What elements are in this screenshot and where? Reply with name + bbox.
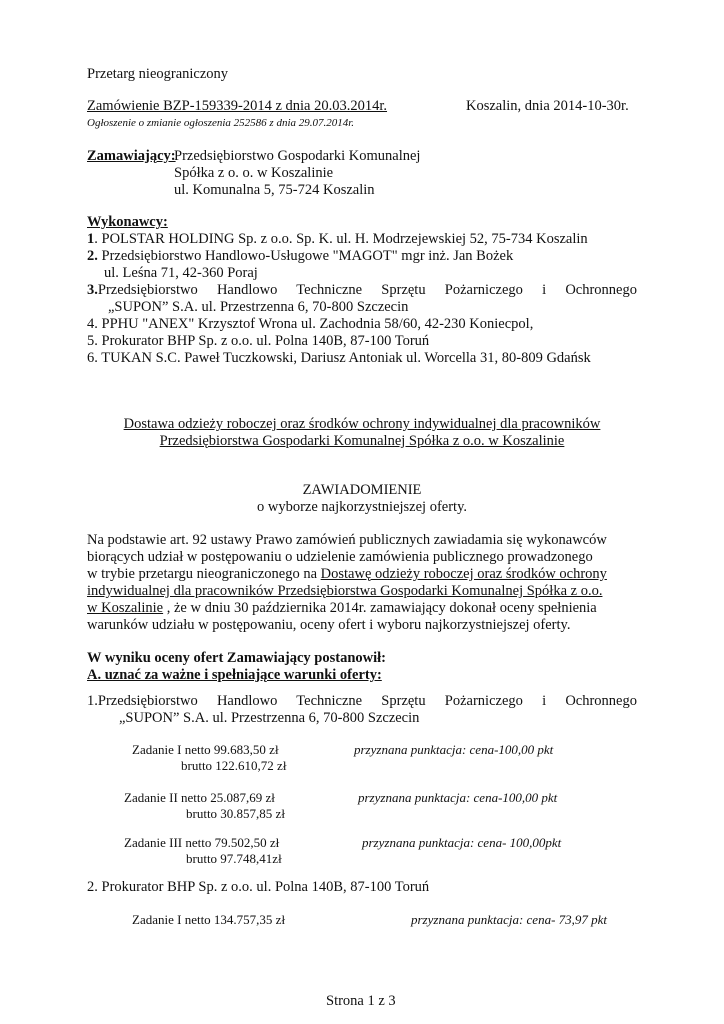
contracting-line-1: Przedsiębiorstwo Gospodarki Komunalnej xyxy=(174,148,421,164)
contractor-3-address: „SUPON” S.A. ul. Przestrzenna 6, 70-800 Szczecin xyxy=(108,299,409,315)
contractor-2-text: Przedsiębiorstwo Handlowo-Usługowe "MAGOT" mgr inż. Jan Bożek xyxy=(97,248,514,264)
order-reference: Zamówienie BZP-159339-2014 z dnia 20.03.2014r. xyxy=(87,98,388,114)
contractor-3 xyxy=(87,282,637,299)
subject-line-1: Dostawa odzieży roboczej oraz środków ochrony indywidualnej dla pracowników xyxy=(123,416,601,432)
body-line-3 xyxy=(87,566,607,583)
offer-2-line-1: 2. Prokurator BHP Sp. z o.o. ul. Polna 140B, 87-100 Toruń xyxy=(87,879,430,895)
task-2-brutto: brutto 30.857,85 zł xyxy=(186,806,285,821)
body-line-5-place: w Koszalinie xyxy=(87,600,164,616)
body-line-3-text: w trybie przetargu nieograniczonego na xyxy=(87,566,321,582)
offer-2-task-1-netto: Zadanie I netto 134.757,35 zł xyxy=(132,912,286,927)
page-number: Strona 1 z 3 xyxy=(326,993,396,1009)
body-line-6: warunków udziału w postępowaniu, oceny ofert i wyboru najkorzystniejszej oferty. xyxy=(87,617,571,633)
task-3-score: przyznana punktacja: cena- 100,00pkt xyxy=(362,835,562,850)
body-line-5-text: , że w dniu 30 października 2014r. zamawiający dokonał oceny spełnienia xyxy=(163,600,597,616)
contractor-2-number: 2. xyxy=(87,248,98,264)
contractor-1-text: . POLSTAR HOLDING Sp. z o.o. Sp. K. ul. H. Modrzejewskiej 52, 75-734 Koszalin xyxy=(94,231,588,247)
body-line-4: indywidualnej dla pracowników Przedsiębiorstwa Gospodarki Komunalnej Spółka z o.o. xyxy=(87,583,603,599)
notice-title: ZAWIADOMIENIE xyxy=(302,482,422,498)
decision-subheading: A. uznać za ważne i spełniające warunki oferty: xyxy=(87,667,382,683)
task-2-score: przyznana punktacja: cena-100,00 pkt xyxy=(358,790,558,805)
tender-type: Przetarg nieograniczony xyxy=(87,66,229,82)
contractor-4: 4. PPHU "ANEX" Krzysztof Wrona ul. Zachodnia 58/60, 42-230 Koniecpol, xyxy=(87,316,534,332)
body-line-1: Na podstawie art. 92 ustawy Prawo zamówień publicznych zawiadamia się wykonawców xyxy=(87,532,607,548)
task-1-netto: Zadanie I netto 99.683,50 zł xyxy=(132,742,279,757)
contractor-2 xyxy=(87,248,513,265)
task-1-brutto: brutto 122.610,72 zł xyxy=(181,758,287,773)
contractors-label: Wykonawcy: xyxy=(87,214,168,230)
body-line-3-subject: Dostawę odzieży roboczej oraz środków ochrony xyxy=(320,566,607,582)
contracting-line-3: ul. Komunalna 5, 75-724 Koszalin xyxy=(174,182,375,198)
offer-1-line-1: 1.Przedsiębiorstwo Handlowo Techniczne Sprzętu Pożarniczego i Ochronnego xyxy=(87,693,637,709)
contracting-label: Zamawiający: xyxy=(87,148,176,164)
subject-line-2: Przedsiębiorstwa Gospodarki Komunalnej Spółka z o.o. w Koszalinie xyxy=(159,433,565,449)
contractor-2-address: ul. Leśna 71, 42-360 Poraj xyxy=(104,265,258,281)
task-3-netto: Zadanie III netto 79.502,50 zł xyxy=(124,835,280,850)
contractor-3-text: Przedsiębiorstwo Handlowo Techniczne Sprzętu Pożarniczego i Ochronnego xyxy=(97,282,637,298)
task-3-brutto: brutto 97.748,41zł xyxy=(186,851,282,866)
contractor-1-number: 1 xyxy=(87,231,95,247)
contractor-6: 6. TUKAN S.C. Paweł Tuczkowski, Dariusz Antoniak ul. Worcella 31, 80-809 Gdańsk xyxy=(87,350,591,366)
offer-2-task-1-score: przyznana punktacja: cena- 73,97 pkt xyxy=(411,912,608,927)
contractor-1 xyxy=(87,231,588,248)
contractor-5: 5. Prokurator BHP Sp. z o.o. ul. Polna 140B, 87-100 Toruń xyxy=(87,333,430,349)
notice-subtitle: o wyborze najkorzystniejszej oferty. xyxy=(256,499,468,515)
decision-heading: W wyniku oceny ofert Zamawiający postanowił: xyxy=(87,650,386,666)
task-2-netto: Zadanie II netto 25.087,69 zł xyxy=(124,790,275,805)
body-line-5 xyxy=(87,600,597,617)
contractor-3-number: 3. xyxy=(87,282,98,298)
offer-1-line-2: „SUPON” S.A. ul. Przestrzenna 6, 70-800 Szczecin xyxy=(119,710,420,726)
contracting-line-2: Spółka z o. o. w Koszalinie xyxy=(174,165,334,181)
body-line-2: biorących udział w postępowaniu o udzielenie zamówienia publicznego prowadzonego xyxy=(87,549,593,565)
amendment-note: Ogłoszenie o zmianie ogłoszenia 252586 z dnia 29.07.2014r. xyxy=(87,117,355,129)
place-date: Koszalin, dnia 2014-10-30r. xyxy=(466,98,629,114)
task-1-score: przyznana punktacja: cena-100,00 pkt xyxy=(354,742,554,757)
